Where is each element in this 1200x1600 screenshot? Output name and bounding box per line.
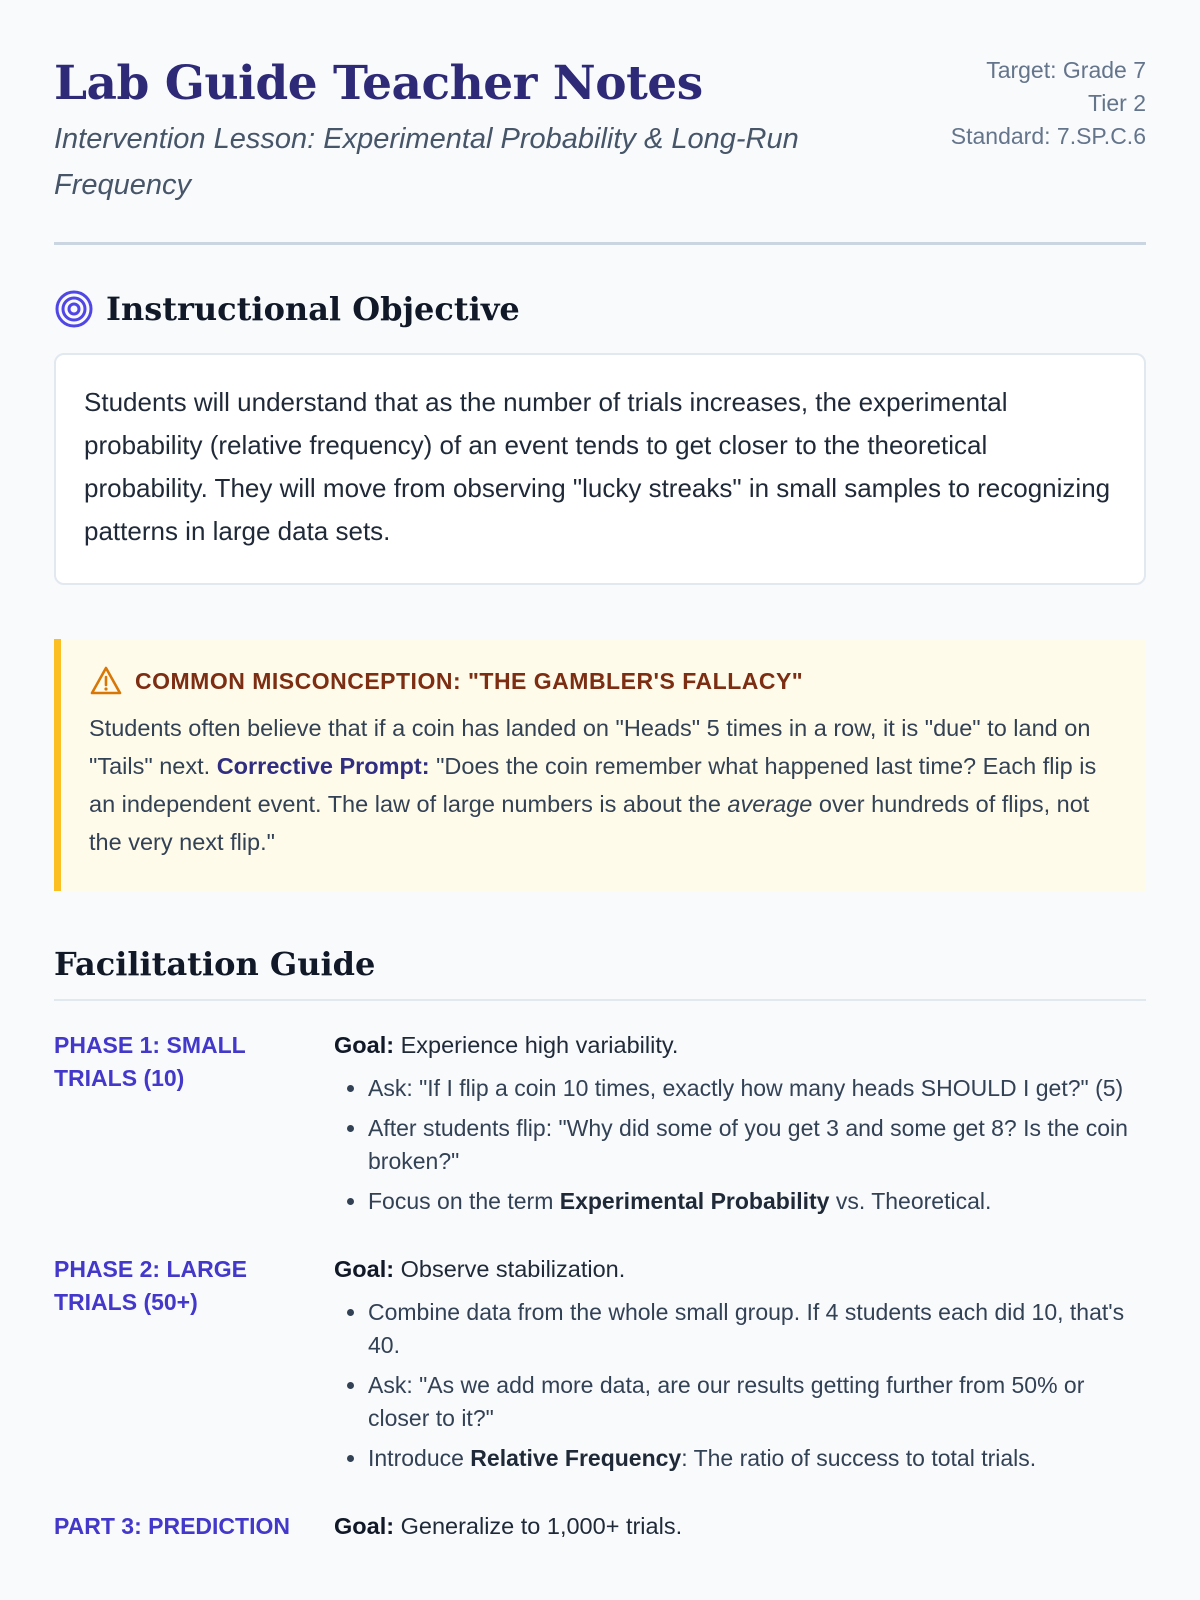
warning-icon: [89, 665, 123, 697]
list-item: [368, 1185, 1146, 1218]
goal-label: Goal:: [334, 1256, 395, 1282]
phase-1: [54, 1029, 1146, 1225]
phase-2-label: PHASE 2: LARGE TRIALS (50+): [54, 1256, 247, 1315]
phase-2: [54, 1253, 1146, 1482]
list-item-text: : The ratio of success to total trials.: [681, 1445, 1037, 1471]
page-title: Lab Guide Teacher Notes: [54, 56, 703, 111]
list-item-term: Relative Frequency: [470, 1445, 682, 1471]
phase-2-bullets: [334, 1296, 1146, 1475]
list-item: [368, 1442, 1146, 1475]
objective-text: Students will understand that as the number of trials increases, the experimental probability (relative frequency) of an event tends to get closer to the theoretical probability. They will move from observing "lucky streaks" in small samples to recognizing patterns in large data sets.: [84, 387, 1111, 546]
list-item-text: vs. Theoretical.: [829, 1188, 992, 1214]
facilitation-title: Facilitation Guide: [54, 945, 1146, 1001]
phase-2-body: [334, 1253, 1146, 1482]
list-item-text: Introduce: [368, 1445, 471, 1471]
misconception-title: COMMON MISCONCEPTION: "THE GAMBLER'S FALLACY": [135, 667, 804, 694]
list-item: • After students flip: "Why did some of you get 3 and some get 8? Is the coin broken?": [368, 1112, 1146, 1178]
misconception-text-after: "Does the coin remember what happened last time? Each flip is an independent event. The law of large numbers is about the: [89, 753, 1097, 817]
list-item: • Combine data from the whole small group. If 4 students each did 10, that's 40.: [368, 1296, 1146, 1362]
target-icon: [54, 289, 94, 329]
phase-1-body: [334, 1029, 1146, 1225]
misconception-emphasis: average: [727, 791, 813, 817]
list-item-term: Experimental Probability: [559, 1188, 830, 1214]
phase-3-body: [334, 1510, 1146, 1543]
misconception-heading: [89, 665, 1116, 697]
tier-level: Tier 2: [1088, 90, 1146, 116]
page-subtitle: Intervention Lesson: Experimental Probability & Long-Run Frequency: [54, 123, 799, 201]
phase-1-goal: [334, 1029, 1146, 1062]
lesson-meta: [951, 54, 1146, 153]
phase-1-goal-text: Experience high variability.: [394, 1032, 679, 1058]
list-item: • Ask: "As we add more data, are our results getting further from 50% or closer to it?": [368, 1369, 1146, 1435]
list-item-text: Focus on the term: [368, 1188, 560, 1214]
page-header: [54, 0, 1146, 245]
misconception-text: [89, 709, 1116, 861]
list-item: • Ask: "If I flip a coin 10 times, exactly how many heads SHOULD I get?" (5): [368, 1072, 1146, 1105]
goal-label: Goal:: [334, 1513, 395, 1539]
goal-label: Goal:: [334, 1032, 395, 1058]
phase-1-label: PHASE 1: SMALL TRIALS (10): [54, 1032, 246, 1091]
phase-3-goal: [334, 1510, 1146, 1543]
misconception-text-end: over hundreds of flips, not the very next flip.": [89, 791, 1090, 855]
misconception-callout: [54, 639, 1146, 891]
phase-1-bullets: [334, 1072, 1146, 1218]
phase-3: [54, 1510, 1146, 1543]
title-block: [54, 54, 894, 208]
objective-title: Instructional Objective: [106, 290, 520, 328]
phase-2-goal: [334, 1253, 1146, 1286]
phase-2-goal-text: Observe stabilization.: [394, 1256, 626, 1282]
misconception-text-before: Students often believe that if a coin has landed on "Heads" 5 times in a row, it is "due" to land on "Tails" next.: [89, 715, 1091, 779]
corrective-prompt-label: Corrective Prompt:: [216, 753, 430, 779]
standard-code: Standard: 7.SP.C.6: [950, 123, 1146, 149]
objective-heading: [54, 289, 1146, 329]
target-grade: Target: Grade 7: [986, 57, 1146, 83]
phase-3-label: PART 3: PREDICTION: [54, 1513, 290, 1539]
phase-3-goal-text: Generalize to 1,000+ trials.: [394, 1513, 683, 1539]
objective-card: [54, 353, 1146, 585]
